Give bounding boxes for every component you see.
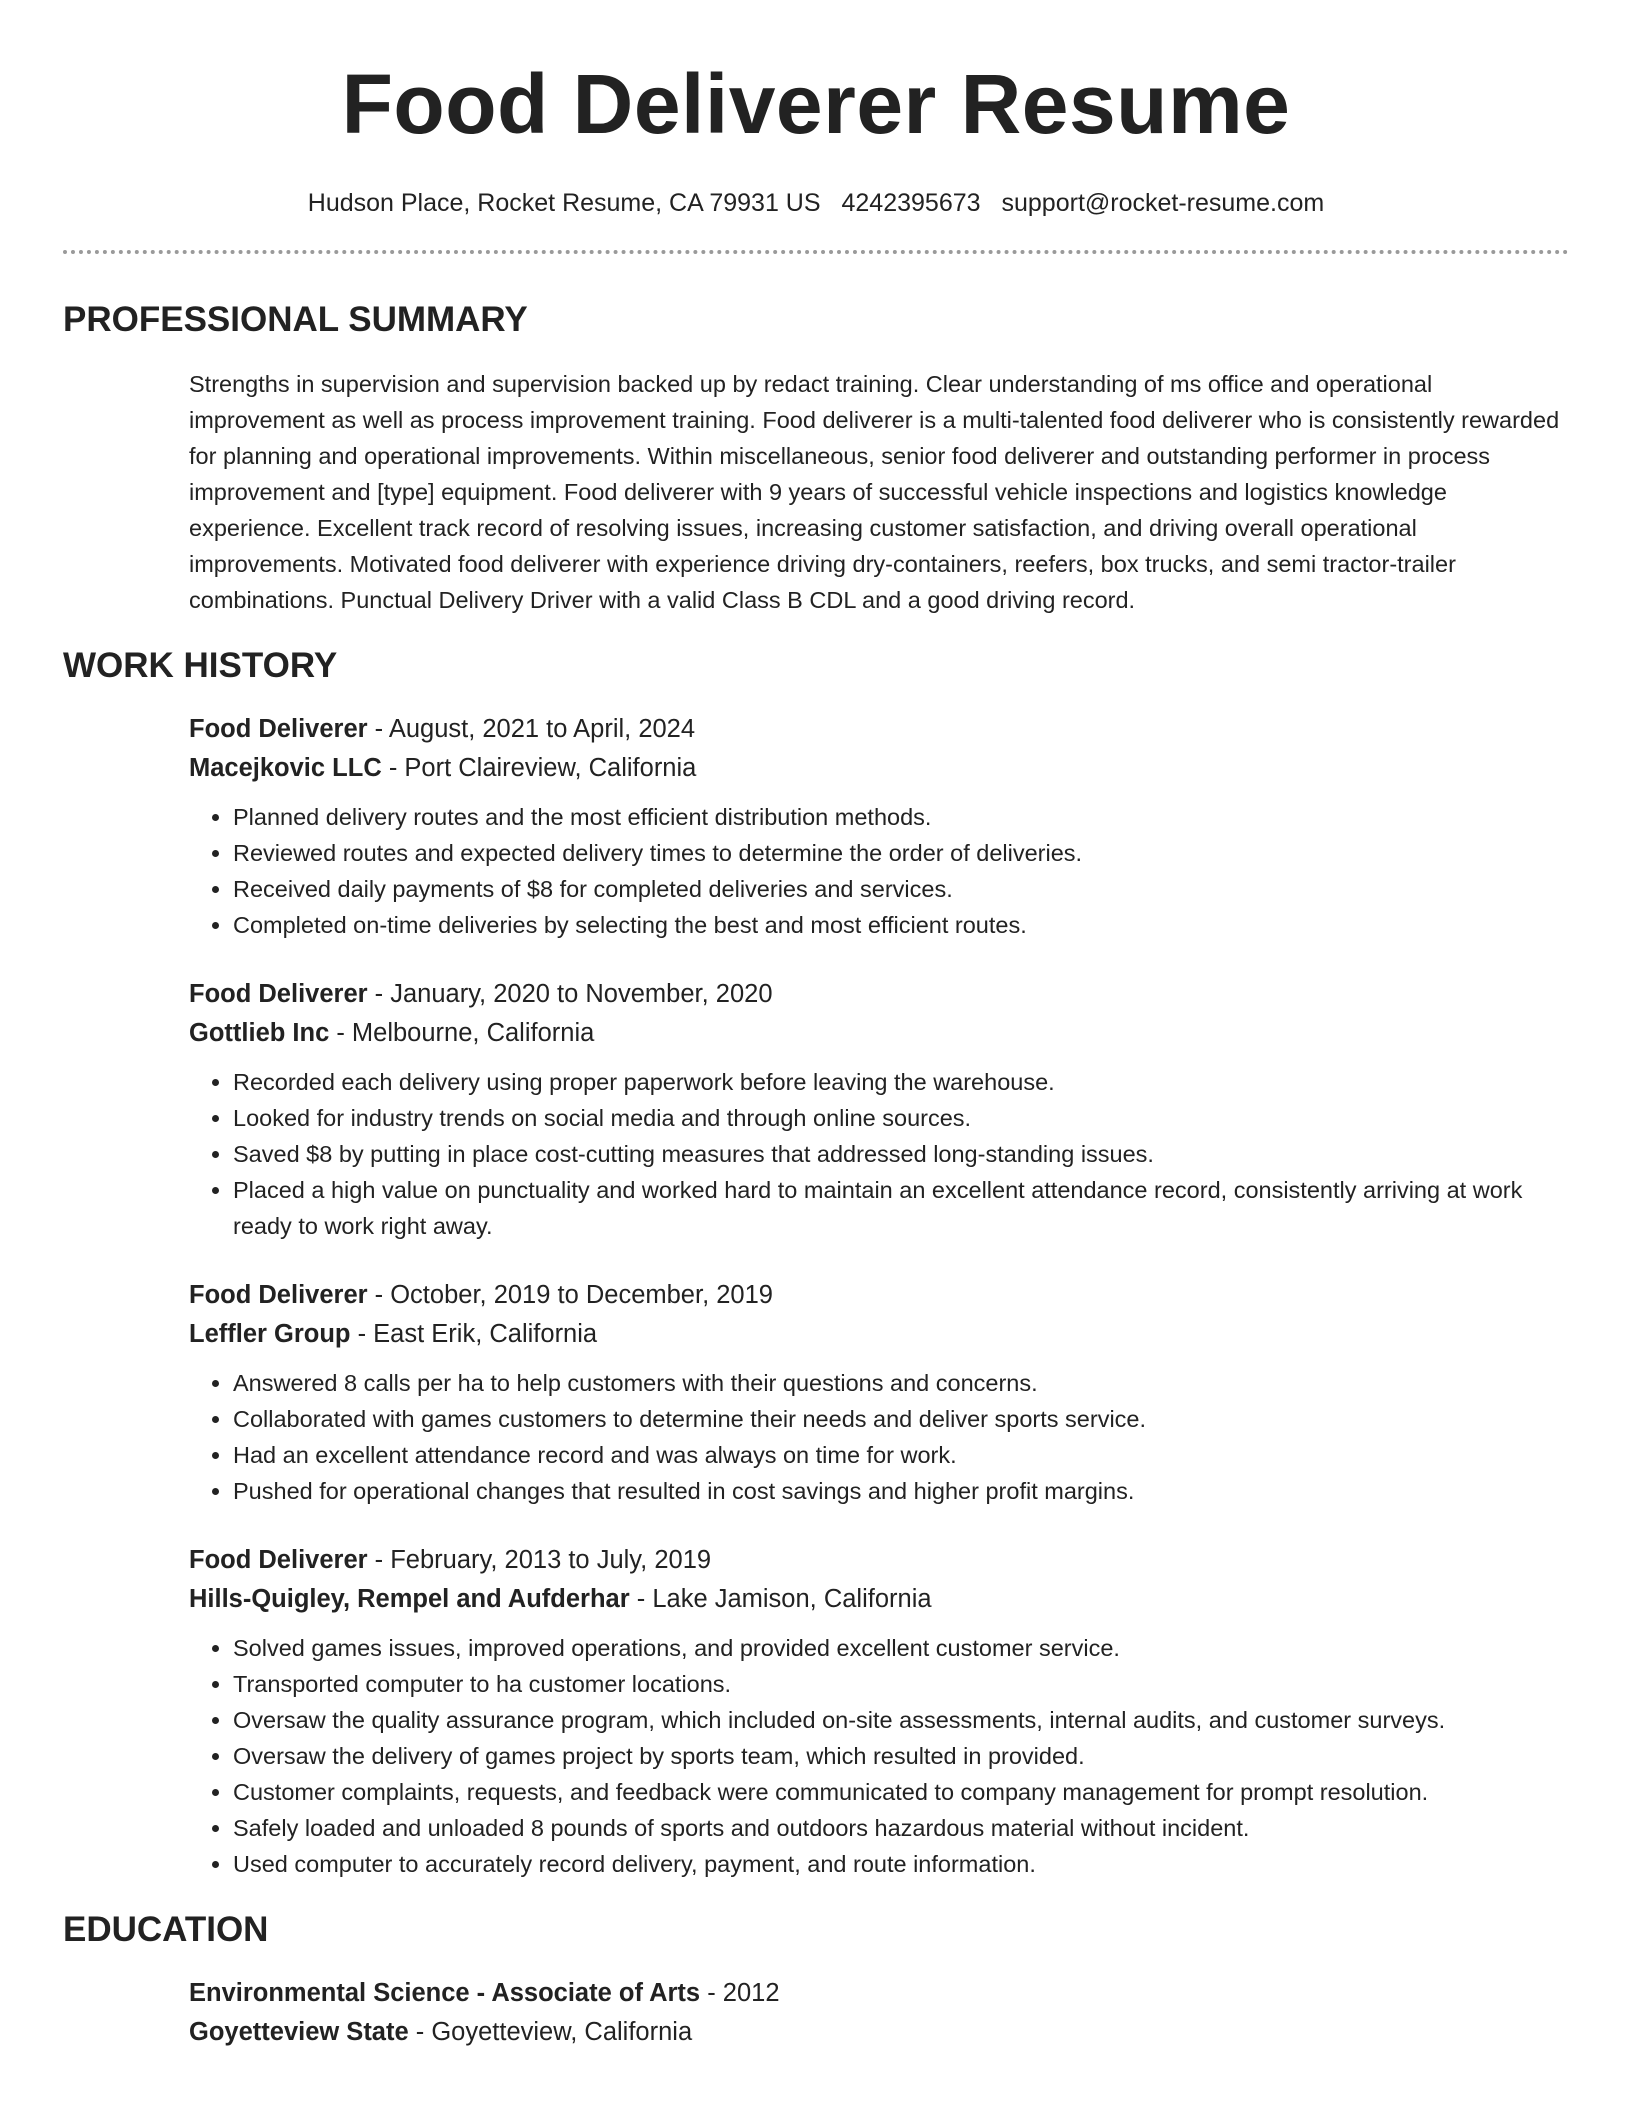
job-company: Macejkovic LLC [189,754,382,782]
job-entry [189,975,1569,1244]
job-bullet: • Safely loaded and unloaded 8 pounds of sports and outdoors hazardous material without incident. [233,1810,1569,1846]
job-role: Food Deliverer [189,715,368,743]
job-bullet: • Pushed for operational changes that resulted in cost savings and higher profit margins. [233,1473,1569,1509]
job-bullet: • Completed on-time deliveries by selecting the best and most efficient routes. [233,907,1569,943]
job-location: - Port Claireview, California [381,754,697,782]
resume-header [63,0,1569,254]
job-company-line [189,749,1569,788]
education-section [63,1908,1569,2052]
education-school-line [189,2013,1569,2052]
job-title-line [189,1541,1569,1580]
job-bullet: • Customer complaints, requests, and feedback were communicated to company management for prompt resolution. [233,1774,1569,1810]
job-bullet: • Oversaw the quality assurance program, which included on-site assessments, internal audits, and customer surveys. [233,1702,1569,1738]
job-dates: - January, 2020 to November, 2020 [367,980,773,1008]
education-degree: Environmental Science - Associate of Arts [189,1979,701,2007]
education-entry [189,1974,1569,2052]
job-bullets [189,1630,1569,1882]
job-company-line [189,1315,1569,1354]
job-company: Leffler Group [189,1320,351,1348]
job-bullet: • Reviewed routes and expected delivery times to determine the order of deliveries. [233,835,1569,871]
job-title-line [189,1276,1569,1315]
job-dates: - February, 2013 to July, 2019 [367,1546,712,1574]
job-bullet: • Oversaw the delivery of games project by sports team, which resulted in provided. [233,1738,1569,1774]
job-bullet: • Received daily payments of $8 for completed deliveries and services. [233,871,1569,907]
summary-text: Strengths in supervision and supervision backed up by redact training. Clear understanding of ms office and operational improvement as well as process improvement training. Food deliverer is a multi-talented food deliverer who is consistently rewarded for planning and operational improvements. Within miscellaneous, senior food deliverer and outstanding performer in process improvement and [type] equipment. Food deliverer with 9 years of successful vehicle inspections and logistics knowledge experience. Excellent track record of resolving issues, increasing customer satisfaction, and driving overall operational improvements. Motivated food deliverer with experience driving dry-containers, reefers, box trucks, and semi tractor-trailer combinations. Punctual Delivery Driver with a valid Class B CDL and a good driving record. [189,371,1560,613]
job-bullet: • Answered 8 calls per ha to help customers with their questions and concerns. [233,1365,1569,1401]
job-location: - East Erik, California [350,1320,598,1348]
resume-title: Food Deliverer Resume [341,57,1291,151]
work-history-section [63,644,1569,1882]
job-bullet: • Placed a high value on punctuality and worked hard to maintain an excellent attendance record, consistently arriving at work ready to work right away. [233,1172,1569,1244]
job-company-line [189,1014,1569,1053]
job-entry [189,710,1569,943]
job-role: Food Deliverer [189,980,368,1008]
job-bullet: • Had an excellent attendance record and was always on time for work. [233,1437,1569,1473]
education-location: - Goyetteview, California [408,2018,693,2046]
work-history-heading: WORK HISTORY [63,646,338,685]
job-company: Gottlieb Inc [189,1019,330,1047]
job-company: Hills-Quigley, Rempel and Aufderhar [189,1585,630,1613]
job-dates: - August, 2021 to April, 2024 [367,715,696,743]
education-heading: EDUCATION [63,1910,269,1949]
job-entry [189,1541,1569,1882]
job-bullet: • Transported computer to ha customer locations. [233,1666,1569,1702]
contact-address: Hudson Place, Rocket Resume, CA 79931 US [307,189,821,217]
header-divider [63,250,1569,254]
job-title-line [189,710,1569,749]
contact-email: support@rocket-resume.com [1001,189,1325,217]
job-dates: - October, 2019 to December, 2019 [367,1281,773,1309]
job-title-line [189,975,1569,1014]
job-bullets [189,1064,1569,1244]
job-role: Food Deliverer [189,1546,368,1574]
job-bullet: • Recorded each delivery using proper paperwork before leaving the warehouse. [233,1064,1569,1100]
job-bullet: • Saved $8 by putting in place cost-cutting measures that addressed long-standing issues. [233,1136,1569,1172]
contact-phone: 4242395673 [841,189,981,217]
job-location: - Melbourne, California [329,1019,595,1047]
job-bullet: • Used computer to accurately record delivery, payment, and route information. [233,1846,1569,1882]
summary-section [63,298,1569,618]
job-bullet: • Planned delivery routes and the most efficient distribution methods. [233,799,1569,835]
education-year: - 2012 [700,1979,780,2007]
job-entry [189,1276,1569,1509]
job-location: - Lake Jamison, California [629,1585,932,1613]
job-bullets [189,1365,1569,1509]
job-bullet: • Looked for industry trends on social media and through online sources. [233,1100,1569,1136]
summary-heading: PROFESSIONAL SUMMARY [63,300,528,339]
job-bullet: • Solved games issues, improved operations, and provided excellent customer service. [233,1630,1569,1666]
job-role: Food Deliverer [189,1281,368,1309]
job-bullets [189,799,1569,943]
education-degree-line [189,1974,1569,2013]
job-bullet: • Collaborated with games customers to determine their needs and deliver sports service. [233,1401,1569,1437]
education-school: Goyetteview State [189,2018,409,2046]
contact-line [63,186,1569,220]
job-company-line [189,1580,1569,1619]
